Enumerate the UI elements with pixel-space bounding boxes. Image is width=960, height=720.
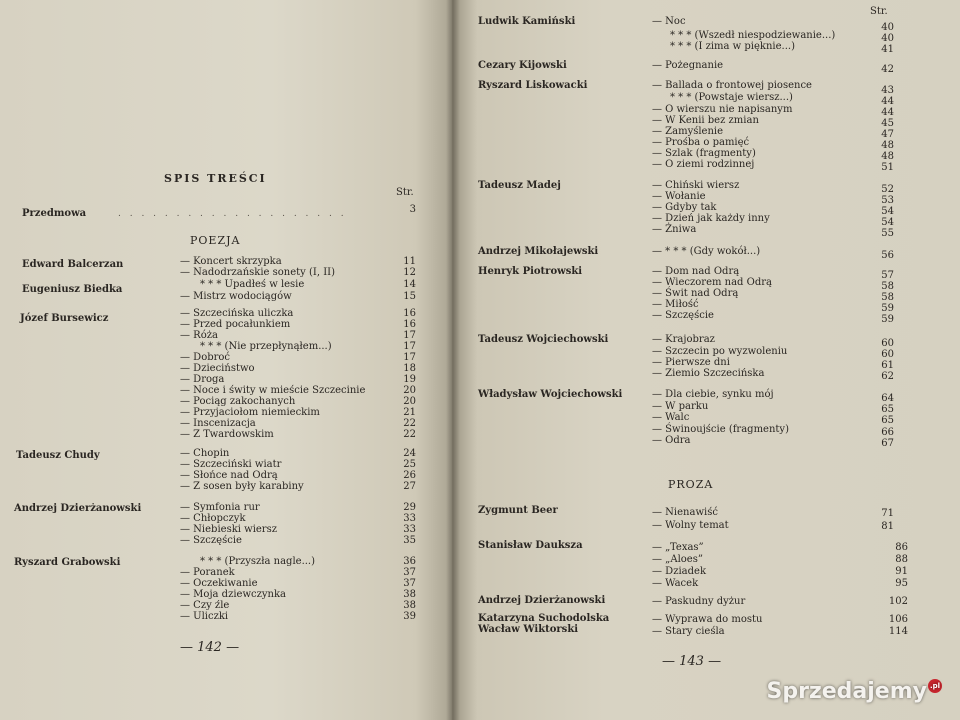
work-title: — Świt nad Odrą <box>652 288 739 299</box>
work-page: 36 <box>403 556 416 567</box>
author-name: Andrzej Dzierżanowski <box>14 503 142 514</box>
work-title: — Pociąg zakochanych <box>180 396 296 407</box>
work-page: 65 <box>881 404 894 415</box>
work-title: — Droga <box>180 374 225 385</box>
work-title: — Walc <box>652 412 690 423</box>
work-page: 12 <box>403 267 416 278</box>
work-title: — Symfonia rur <box>180 502 260 513</box>
work-page: 54 <box>881 206 894 217</box>
work-title: — Paskudny dyżur <box>652 596 746 607</box>
work-title: — Przyjaciołom niemieckim <box>180 407 320 418</box>
work-title: — Poranek <box>180 567 235 578</box>
work-title: — Szczecińska uliczka <box>180 308 294 319</box>
author-name: Andrzej Dzierżanowski <box>478 595 606 606</box>
author-name: Edward Balcerzan <box>22 259 124 270</box>
author-name: Wacław Wiktorski <box>478 624 579 635</box>
work-page: 48 <box>881 140 894 151</box>
work-page: 16 <box>403 308 416 319</box>
work-title: — Inscenizacja <box>180 418 256 429</box>
work-page: 61 <box>881 360 894 371</box>
work-title: — Świnoujście (fragmenty) <box>652 424 789 435</box>
work-title: * * * (I zima w pięknie...) <box>670 41 795 52</box>
work-page: 19 <box>403 374 416 385</box>
author-name: Tadeusz Wojciechowski <box>478 334 609 345</box>
work-title: — Pożegnanie <box>652 60 724 71</box>
work-page: 14 <box>403 279 416 290</box>
work-title: — Gdyby tak <box>652 202 717 213</box>
work-page: 48 <box>881 151 894 162</box>
work-title: — Chiński wiersz <box>652 180 740 191</box>
work-page: 37 <box>403 567 416 578</box>
work-page: 17 <box>403 330 416 341</box>
work-page: 33 <box>403 513 416 524</box>
work-page: 38 <box>403 589 416 600</box>
watermark-tld: .pl <box>928 679 942 693</box>
work-title: — Nienawiść <box>652 507 718 518</box>
author-name: Józef Bursewicz <box>20 313 109 324</box>
work-page: 18 <box>403 363 416 374</box>
work-title: — Odra <box>652 435 691 446</box>
work-page: 38 <box>403 600 416 611</box>
preface-title: Przedmowa <box>22 208 87 219</box>
str-label-left: Str. <box>396 187 414 198</box>
author-name: Ryszard Liskowacki <box>478 80 588 91</box>
section-poetry: POEZJA <box>190 234 241 247</box>
work-title: — Słońce nad Odrą <box>180 470 278 481</box>
preface-page: 3 <box>409 204 416 215</box>
work-page: 47 <box>881 129 894 140</box>
left-page <box>0 0 452 720</box>
book-gutter <box>446 0 460 720</box>
work-title: — Szlak (fragmenty) <box>652 148 756 159</box>
work-page: 86 <box>895 542 908 553</box>
work-title: — Oczekiwanie <box>180 578 258 589</box>
watermark-logo <box>767 679 943 704</box>
work-page: 60 <box>881 349 894 360</box>
work-page: 40 <box>881 33 894 44</box>
work-title: — Z Twardowskim <box>180 429 274 440</box>
work-title: — Chłopczyk <box>180 513 246 524</box>
work-title: — Miłość <box>652 299 699 310</box>
toc-heading: SPIS TREŚCI <box>164 172 267 185</box>
work-title: — Żniwa <box>652 224 697 235</box>
work-title: — O wierszu nie napisanym <box>652 104 793 115</box>
author-name: Zygmunt Beer <box>478 505 558 516</box>
work-title: — Dobroć <box>180 352 231 363</box>
work-page: 20 <box>403 396 416 407</box>
work-page: 58 <box>881 281 894 292</box>
right-page <box>452 0 960 720</box>
work-page: 45 <box>881 118 894 129</box>
author-name: Katarzyna Suchodolska <box>478 613 610 624</box>
str-label-right: Str. <box>870 6 888 17</box>
work-title: — Nadodrzańskie sonety (I, II) <box>180 267 336 278</box>
work-page: 26 <box>403 470 416 481</box>
work-page: 33 <box>403 524 416 535</box>
work-page: 102 <box>888 596 908 607</box>
work-page: 20 <box>403 385 416 396</box>
work-page: 42 <box>881 64 894 75</box>
author-name: Cezary Kijowski <box>478 60 567 71</box>
watermark-brand: Sprzedajemy <box>766 679 927 704</box>
work-title: — Noc <box>652 16 686 27</box>
work-title: — Z sosen były karabiny <box>180 481 304 492</box>
work-title: — O ziemi rodzinnej <box>652 159 755 170</box>
work-page: 22 <box>403 429 416 440</box>
author-name: Władysław Wojciechowski <box>478 389 623 400</box>
work-title: * * * Upadłeś w lesie <box>200 279 305 290</box>
work-title: — Dzień jak każdy inny <box>652 213 770 224</box>
work-title: — Koncert skrzypka <box>180 256 282 267</box>
work-title: — Pierwsze dni <box>652 357 730 368</box>
work-title: — Noce i świty w mieście Szczecinie <box>180 385 366 396</box>
page-number-right: — 143 — <box>662 654 722 669</box>
work-title: — Dziadek <box>652 566 707 577</box>
work-title: — Krajobraz <box>652 334 715 345</box>
work-title: — Wyprawa do mostu <box>652 614 763 625</box>
work-page: 55 <box>881 228 894 239</box>
work-page: 91 <box>895 566 908 577</box>
work-page: 54 <box>881 217 894 228</box>
work-page: 60 <box>881 338 894 349</box>
work-page: 15 <box>403 291 416 302</box>
work-title: — Niebieski wiersz <box>180 524 277 535</box>
work-page: 106 <box>888 614 908 625</box>
work-title: — W Kenii bez zmian <box>652 115 759 126</box>
work-title: — Wieczorem nad Odrą <box>652 277 772 288</box>
work-page: 64 <box>881 393 894 404</box>
work-page: 59 <box>881 303 894 314</box>
author-name: Ryszard Grabowski <box>14 557 121 568</box>
work-title: — Moja dziewczynka <box>180 589 287 600</box>
work-title: — Ballada o frontowej piosence <box>652 80 812 91</box>
work-title: — Zamyślenie <box>652 126 724 137</box>
work-title: — Szczeciński wiatr <box>180 459 282 470</box>
work-page: 24 <box>403 448 416 459</box>
work-page: 41 <box>881 44 894 55</box>
work-page: 52 <box>881 184 894 195</box>
work-page: 17 <box>403 352 416 363</box>
work-page: 56 <box>881 250 894 261</box>
work-title: — Dom nad Odrą <box>652 266 740 277</box>
work-page: 40 <box>881 22 894 33</box>
work-page: 95 <box>895 578 908 589</box>
work-page: 22 <box>403 418 416 429</box>
work-title: — „Texas” <box>652 542 704 553</box>
work-title: — Szczęście <box>180 535 242 546</box>
work-page: 44 <box>881 107 894 118</box>
work-title: — Mistrz wodociągów <box>180 291 292 302</box>
work-title: — Wolny temat <box>652 520 729 531</box>
work-title: — Ziemio Szczecińska <box>652 368 765 379</box>
section-prose: PROZA <box>668 478 714 491</box>
work-title: — Wacek <box>652 578 699 589</box>
work-title: — Dzieciństwo <box>180 363 255 374</box>
author-name: Henryk Piotrowski <box>478 266 583 277</box>
work-page: 43 <box>881 85 894 96</box>
work-page: 21 <box>403 407 416 418</box>
work-page: 37 <box>403 578 416 589</box>
work-page: 81 <box>881 521 894 532</box>
work-title: — Prośba o pamięć <box>652 137 750 148</box>
work-title: — Róża <box>180 330 218 341</box>
author-name: Ludwik Kamiński <box>478 16 576 27</box>
work-page: 44 <box>881 96 894 107</box>
page-number-left: — 142 — <box>180 640 240 655</box>
author-name: Tadeusz Chudy <box>16 450 100 461</box>
work-page: 11 <box>403 256 416 267</box>
work-title: — „Aloes” <box>652 554 703 565</box>
work-page: 29 <box>403 502 416 513</box>
work-page: 53 <box>881 195 894 206</box>
work-page: 35 <box>403 535 416 546</box>
work-title: — * * * (Gdy wokół...) <box>652 246 761 257</box>
work-page: 39 <box>403 611 416 622</box>
leader-dots: . . . . . . . . . . . . . . . . . . . . <box>118 209 347 219</box>
work-page: 71 <box>881 508 894 519</box>
work-page: 27 <box>403 481 416 492</box>
work-title: — Dla ciebie, synku mój <box>652 389 774 400</box>
work-title: — Stary cieśla <box>652 626 725 637</box>
work-page: 62 <box>881 371 894 382</box>
work-page: 88 <box>895 554 908 565</box>
work-title: — Szczęście <box>652 310 714 321</box>
work-page: 57 <box>881 270 894 281</box>
work-page: 51 <box>881 162 894 173</box>
work-title: * * * (Nie przepłynąłem...) <box>200 341 332 352</box>
work-title: — Chopin <box>180 448 230 459</box>
work-page: 58 <box>881 292 894 303</box>
work-title: — Czy źle <box>180 600 230 611</box>
work-page: 65 <box>881 415 894 426</box>
work-title: * * * (Wszedł niespodziewanie...) <box>670 30 836 41</box>
work-title: * * * (Przyszła nagle...) <box>200 556 316 567</box>
author-name: Stanisław Dauksza <box>478 540 583 551</box>
work-title: * * * (Powstaje wiersz...) <box>670 92 793 103</box>
work-page: 66 <box>881 427 894 438</box>
work-page: 17 <box>403 341 416 352</box>
work-title: — Przed pocałunkiem <box>180 319 291 330</box>
work-title: — Uliczki <box>180 611 229 622</box>
author-name: Tadeusz Madej <box>478 180 561 191</box>
work-title: — W parku <box>652 401 709 412</box>
work-page: 25 <box>403 459 416 470</box>
work-page: 67 <box>881 438 894 449</box>
author-name: Eugeniusz Biedka <box>22 284 123 295</box>
work-page: 114 <box>888 626 908 637</box>
author-name: Andrzej Mikołajewski <box>478 246 599 257</box>
work-title: — Szczecin po wyzwoleniu <box>652 346 788 357</box>
work-title: — Wołanie <box>652 191 706 202</box>
work-page: 16 <box>403 319 416 330</box>
work-page: 59 <box>881 314 894 325</box>
